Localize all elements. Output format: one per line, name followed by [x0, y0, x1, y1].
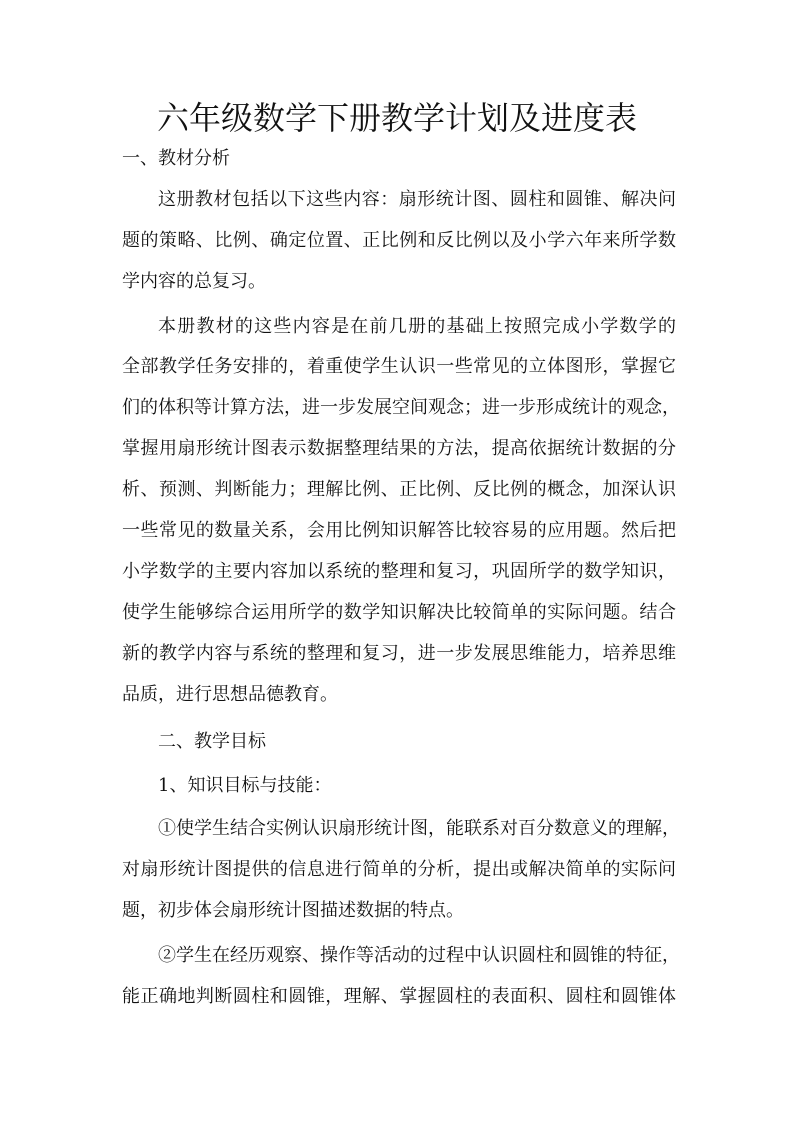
paragraph-line: 小学数学的主要内容加以系统的整理和复习，巩固所学的数学知识，	[122, 561, 676, 582]
paragraph-line: 学内容的总复习。	[122, 271, 266, 292]
paragraph-line: 对扇形统计图提供的信息进行简单的分析，提出或解决简单的实际问	[122, 859, 676, 880]
paragraph-line: 本册教材的这些内容是在前几册的基础上按照完成小学数学的	[158, 316, 676, 337]
paragraph-line: 使学生能够综合运用所学的数学知识解决比较简单的实际问题。结合	[122, 602, 676, 623]
paragraph-line: 析、预测、判断能力；理解比例、正比例、反比例的概念，加深认识	[122, 479, 676, 500]
section-heading-textbook-analysis: 一、教材分析	[122, 148, 230, 169]
paragraph-line: 能正确地判断圆柱和圆锥，理解、掌握圆柱的表面积、圆柱和圆锥体	[122, 986, 676, 1007]
paragraph-line: 全部教学任务安排的，着重使学生认识一些常见的立体图形，掌握它	[122, 356, 676, 377]
document-title: 六年级数学下册教学计划及进度表	[156, 99, 637, 137]
paragraph-line: 掌握用扇形统计图表示数据整理结果的方法，提高依据统计数据的分	[122, 438, 676, 459]
section-heading-teaching-goals: 二、教学目标	[158, 731, 266, 752]
paragraph-line: 品质，进行思想品德教育。	[122, 684, 338, 705]
paragraph-line: 们的体积等计算方法，进一步发展空间观念；进一步形成统计的观念，	[122, 397, 680, 418]
paragraph-line: 题的策略、比例、确定位置、正比例和反比例以及小学六年来所学数	[122, 230, 676, 251]
paragraph-line: ②学生在经历观察、操作等活动的过程中认识圆柱和圆锥的特征，	[158, 945, 680, 966]
subsection-heading-knowledge-skills: 1、知识目标与技能：	[158, 775, 332, 796]
paragraph-line: 题，初步体会扇形统计图描述数据的特点。	[122, 900, 464, 921]
paragraph-line: 这册教材包括以下这些内容：扇形统计图、圆柱和圆锥、解决问	[158, 189, 676, 210]
paragraph-line: 新的教学内容与系统的整理和复习，进一步发展思维能力，培养思维	[122, 643, 676, 664]
paragraph-line: ①使学生结合实例认识扇形统计图，能联系对百分数意义的理解，	[158, 818, 680, 839]
paragraph-line: 一些常见的数量关系，会用比例知识解答比较容易的应用题。然后把	[122, 520, 676, 541]
